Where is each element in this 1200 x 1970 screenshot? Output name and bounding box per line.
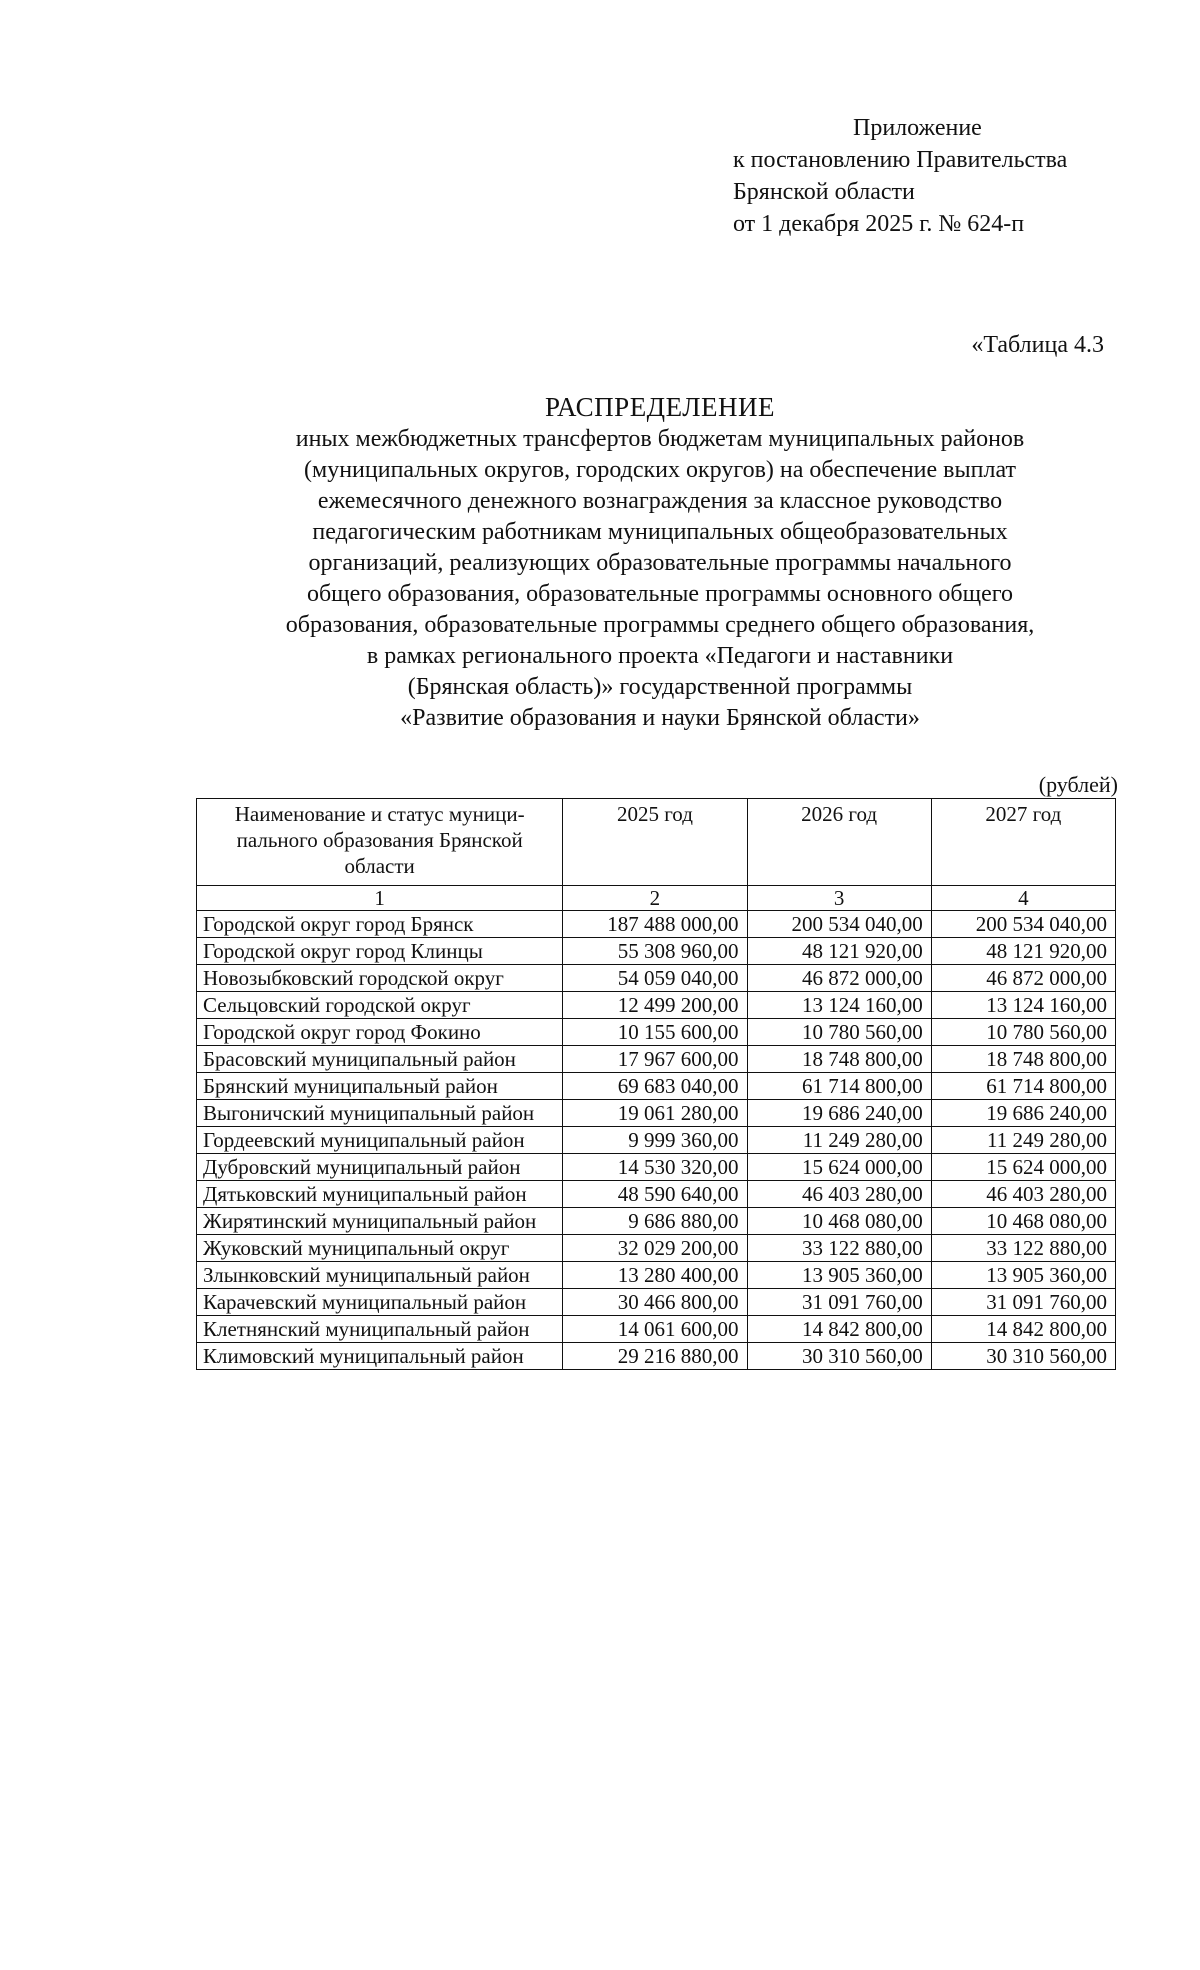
amount-2026: 46 872 000,00 xyxy=(747,965,931,992)
municipality-name: Городской округ город Брянск xyxy=(197,911,563,938)
table-row xyxy=(197,1127,1116,1154)
appendix-region: Брянской области xyxy=(733,179,915,205)
amount-2027: 46 403 280,00 xyxy=(931,1181,1115,1208)
amount-2025: 30 466 800,00 xyxy=(563,1289,747,1316)
title-line: в рамках регионального проекта «Педагоги и наставники xyxy=(366,643,954,669)
column-number: 4 xyxy=(931,886,1115,911)
table-row xyxy=(197,992,1116,1019)
header-2025: 2025 год xyxy=(563,799,747,886)
amount-2026: 200 534 040,00 xyxy=(747,911,931,938)
header-2027: 2027 год xyxy=(931,799,1115,886)
municipality-name: Жирятинский муниципальный район xyxy=(197,1208,563,1235)
amount-2025: 17 967 600,00 xyxy=(563,1046,747,1073)
amount-2027: 10 780 560,00 xyxy=(931,1019,1115,1046)
table-row xyxy=(197,1289,1116,1316)
amount-2026: 14 842 800,00 xyxy=(747,1316,931,1343)
column-number: 2 xyxy=(563,886,747,911)
amount-2025: 187 488 000,00 xyxy=(563,911,747,938)
amount-2027: 14 842 800,00 xyxy=(931,1316,1115,1343)
table-row xyxy=(197,965,1116,992)
amount-2025: 14 530 320,00 xyxy=(563,1154,747,1181)
amount-2025: 10 155 600,00 xyxy=(563,1019,747,1046)
appendix-date-number: от 1 декабря 2025 г. № 624-п xyxy=(733,211,1025,237)
table-label: «Таблица 4.3 xyxy=(971,332,1104,358)
amount-2026: 31 091 760,00 xyxy=(747,1289,931,1316)
amount-2027: 15 624 000,00 xyxy=(931,1154,1115,1181)
header-name: Наименование и статус муници-пального образования Брянской области xyxy=(197,799,563,886)
table-row xyxy=(197,1046,1116,1073)
municipality-name: Городской округ город Фокино xyxy=(197,1019,563,1046)
amount-2025: 9 686 880,00 xyxy=(563,1208,747,1235)
amount-2027: 33 122 880,00 xyxy=(931,1235,1115,1262)
table-header-row xyxy=(197,799,1116,886)
municipality-name: Брянский муниципальный район xyxy=(197,1073,563,1100)
table-row xyxy=(197,1073,1116,1100)
amount-2027: 19 686 240,00 xyxy=(931,1100,1115,1127)
municipality-name: Карачевский муниципальный район xyxy=(197,1289,563,1316)
appendix-header xyxy=(733,112,1067,240)
municipality-name: Городской округ город Клинцы xyxy=(197,938,563,965)
table-row xyxy=(197,1019,1116,1046)
amount-2025: 55 308 960,00 xyxy=(563,938,747,965)
amount-2026: 18 748 800,00 xyxy=(747,1046,931,1073)
title-line: иных межбюджетных трансфертов бюджетам муниципальных районов xyxy=(295,426,1025,452)
title-main: РАСПРЕДЕЛЕНИЕ xyxy=(544,392,776,422)
units-label: (рублей) xyxy=(1038,772,1118,797)
amount-2025: 32 029 200,00 xyxy=(563,1235,747,1262)
municipality-name: Клетнянский муниципальный район xyxy=(197,1316,563,1343)
column-number-row xyxy=(197,886,1116,911)
amount-2026: 13 124 160,00 xyxy=(747,992,931,1019)
municipality-name: Жуковский муниципальный округ xyxy=(197,1235,563,1262)
amount-2025: 9 999 360,00 xyxy=(563,1127,747,1154)
amount-2026: 33 122 880,00 xyxy=(747,1235,931,1262)
title-line: образования, образовательные программы среднего общего образования, xyxy=(285,612,1035,638)
amount-2026: 13 905 360,00 xyxy=(747,1262,931,1289)
amount-2025: 54 059 040,00 xyxy=(563,965,747,992)
amount-2026: 46 403 280,00 xyxy=(747,1181,931,1208)
amount-2027: 31 091 760,00 xyxy=(931,1289,1115,1316)
table-row xyxy=(197,938,1116,965)
municipality-name: Климовский муниципальный район xyxy=(197,1343,563,1370)
table-row xyxy=(197,1181,1116,1208)
municipality-name: Новозыбковский городской округ xyxy=(197,965,563,992)
table-row xyxy=(197,1208,1116,1235)
amount-2026: 19 686 240,00 xyxy=(747,1100,931,1127)
amount-2027: 18 748 800,00 xyxy=(931,1046,1115,1073)
amount-2026: 15 624 000,00 xyxy=(747,1154,931,1181)
table-row xyxy=(197,911,1116,938)
amount-2027: 13 124 160,00 xyxy=(931,992,1115,1019)
municipality-name: Выгоничский муниципальный район xyxy=(197,1100,563,1127)
amount-2027: 30 310 560,00 xyxy=(931,1343,1115,1370)
amount-2025: 13 280 400,00 xyxy=(563,1262,747,1289)
municipality-name: Брасовский муниципальный район xyxy=(197,1046,563,1073)
header-2026: 2026 год xyxy=(747,799,931,886)
municipality-name: Гордеевский муниципальный район xyxy=(197,1127,563,1154)
title-line: «Развитие образования и науки Брянской области» xyxy=(400,705,920,731)
amount-2026: 10 468 080,00 xyxy=(747,1208,931,1235)
amount-2027: 11 249 280,00 xyxy=(931,1127,1115,1154)
amount-2026: 61 714 800,00 xyxy=(747,1073,931,1100)
amount-2025: 14 061 600,00 xyxy=(563,1316,747,1343)
municipality-name: Дятьковский муниципальный район xyxy=(197,1181,563,1208)
column-number: 1 xyxy=(197,886,563,911)
table-row xyxy=(197,1154,1116,1181)
amount-2026: 10 780 560,00 xyxy=(747,1019,931,1046)
distribution-table xyxy=(196,798,1116,1370)
title-line: (муниципальных округов, городских округов) на обеспечение выплат xyxy=(304,457,1016,483)
title-line: организаций, реализующих образовательные программы начального xyxy=(308,550,1012,576)
appendix-resolution: к постановлению Правительства xyxy=(733,147,1068,173)
amount-2026: 48 121 920,00 xyxy=(747,938,931,965)
amount-2026: 11 249 280,00 xyxy=(747,1127,931,1154)
amount-2025: 29 216 880,00 xyxy=(563,1343,747,1370)
table-row xyxy=(197,1343,1116,1370)
amount-2025: 12 499 200,00 xyxy=(563,992,747,1019)
amount-2027: 61 714 800,00 xyxy=(931,1073,1115,1100)
column-number: 3 xyxy=(747,886,931,911)
title-line: педагогическим работникам муниципальных общеобразовательных xyxy=(312,519,1008,545)
municipality-name: Злынковский муниципальный район xyxy=(197,1262,563,1289)
amount-2027: 46 872 000,00 xyxy=(931,965,1115,992)
table-row xyxy=(197,1235,1116,1262)
amount-2026: 30 310 560,00 xyxy=(747,1343,931,1370)
amount-2025: 48 590 640,00 xyxy=(563,1181,747,1208)
document-title xyxy=(200,392,1120,734)
table-row xyxy=(197,1316,1116,1343)
title-line: (Брянская область)» государственной программы xyxy=(407,674,913,700)
appendix-label: Приложение xyxy=(853,115,982,141)
table-row xyxy=(197,1100,1116,1127)
title-line: общего образования, образовательные программы основного общего xyxy=(306,581,1014,607)
amount-2025: 19 061 280,00 xyxy=(563,1100,747,1127)
table-row xyxy=(197,1262,1116,1289)
amount-2025: 69 683 040,00 xyxy=(563,1073,747,1100)
amount-2027: 48 121 920,00 xyxy=(931,938,1115,965)
title-line: ежемесячного денежного вознаграждения за классное руководство xyxy=(317,488,1003,514)
municipality-name: Сельцовский городской округ xyxy=(197,992,563,1019)
amount-2027: 13 905 360,00 xyxy=(931,1262,1115,1289)
municipality-name: Дубровский муниципальный район xyxy=(197,1154,563,1181)
amount-2027: 200 534 040,00 xyxy=(931,911,1115,938)
amount-2027: 10 468 080,00 xyxy=(931,1208,1115,1235)
